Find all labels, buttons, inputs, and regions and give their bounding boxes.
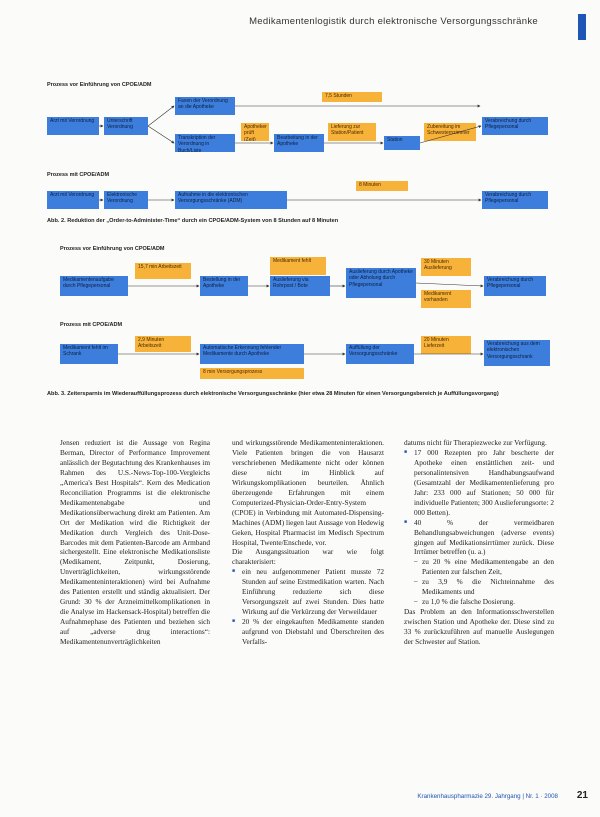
fig2-after-cpoe: Elektronische Verordnung — [104, 191, 148, 209]
fig2-after-adm: Aufnahme in die elektronischen Versorgungsschränke (ADM) — [175, 191, 287, 209]
fig2-box-fax: Faxen der Verordnung an die Apotheke — [175, 97, 235, 115]
fig3-box-time-a: 15,7 min Arbeitszeit — [135, 263, 191, 279]
col2-intro: und wirkungsstörende Medikamenteninteraktionen. Viele Patienten bringen die von Hausarzt verschriebenen Medikamente nicht oder können diese nicht im Hinblick auf Wirkungskomplikationen beurteilen. Ähnlich überzeugende Erfahrungen mit einem Computerized-Physician-Order-Entry-System (CPOE) in Verbindung mit Automated-Dispensing-Machines (ADM) liegen laut Aussage von Hedewig Geken, Hospital Pharmacist im Medisch Spectrum Hospital, Twente/Enschede, vor. — [232, 438, 384, 547]
page-header — [0, 14, 600, 34]
fig2-box-station: Station — [384, 136, 420, 150]
fig2-after-admin: Verabreichung durch Pflegepersonal — [482, 191, 548, 209]
fig3-before-title: Prozess vor Einführung von CPOE/ADM — [60, 246, 165, 252]
fig3-box-missing: Medikament fehlt — [270, 257, 326, 275]
fig2-box-dispense: Bearbeitung in der Apotheke — [274, 134, 324, 152]
col3-end: Das Problem an den Informationsschwerstellen zwischen Station und Apotheke der. Diese sind zu 33 % zurückzuführen auf manuelle Auslegungen der Schwester auf Station. — [404, 607, 554, 647]
fig3-box-sup-a: 30 Minuten Auslieferung — [421, 258, 471, 276]
col3-intro: datums nicht für Therapiezwecke zur Verfügung. — [404, 438, 547, 447]
fig3-box-patient: Medikamentenaufgabe durch Pflegepersonal — [60, 276, 128, 296]
fig3-after-sup-a: 20 Minuten Lieferzeit — [421, 336, 471, 354]
page-number: 21 — [576, 790, 588, 801]
fig2-box-ward-check: Zubereitung im Schwesternzimmer — [424, 123, 476, 141]
fig3-after-time-c: 8 min Versorgungsprozess — [200, 368, 304, 379]
fig2-after-title: Prozess mit CPOE/ADM — [47, 172, 110, 178]
fig2-before-title: Prozess vor Einführung von CPOE/ADM — [47, 82, 152, 88]
body-column-2 — [232, 438, 384, 647]
fig2-box-delivery: Lieferung zur Station/Patient — [328, 123, 376, 141]
fig3-box-delivery: Auslieferung durch Apotheke oder Abholung durch Pflegepersonal — [346, 268, 416, 298]
col2-list-intro: Die Ausgangssituation war wie folgt charakterisiert: — [232, 547, 384, 567]
body-column-3 — [404, 438, 554, 647]
fig3-box-admin: Verabreichung durch Pflegepersonal — [484, 276, 546, 296]
header-accent-bar — [578, 14, 586, 40]
fig2-caption: Abb. 2. Reduktion der „Order-to-Administer-Time“ durch ein CPOE/ADM-System von 8 Stunden auf 8 Minuten — [47, 218, 339, 224]
fig3-after-time-a: 2,9 Minuten Arbeitszeit — [135, 336, 191, 352]
fig3-after-patient: Medikament fehlt im Schrank — [60, 344, 118, 364]
col2-bullet: ■ ein neu aufgenommener Patient musste 72 Stunden auf seine Erstmedikation warten. Nach Einführung reduzierte sich diese Versorgungszeit auf zwei Stunden. Dies hatte Wirkung auf die Verkürzung der Verweildauer — [242, 567, 384, 617]
col3-bullets — [404, 448, 554, 607]
fig2-after-start: Arzt mit Verordnung — [47, 191, 99, 209]
col3-sub-item: – zu 1,0 % die falsche Dosierung. — [422, 597, 554, 607]
fig3-box-order-a: Bestellung in der Apotheke — [200, 276, 248, 296]
fig3-after-refill: Auffüllung der Versorgungsschränke — [346, 344, 414, 364]
col1-paragraph: Jensen reduziert ist die Aussage von Regina Berman, Director of Performance Improvement anlässlich der Begutachtung des Krankenhauses im Rahmen des U.S.-News-Top-100-Vergleichs „America's Best Hospitals“. Kern des Medication Reconciliation Programms ist die elektronische Medikamentenabgabe und Medikationsüberwachung direkt am Patienten. Am Ort der Medikation wird die Richtigkeit der Medikation durch Vergleich des Unit-Dose-Barcodes mit dem Patienten-Barcode am Armband sichergestellt. Eine elektronische Medikationsliste (Medikament, Zeitpunkt, Dosierung, Unverträglichkeiten, wirkungsstörende Medikamenteninteraktionen) wird bei Aufnahme des Patienten erstellt und ständig aktualisiert. Der Grund: 30 % der Arzneimittelkomplikationen in die Analyse im Hackensack-Hospital) betreffen die Aufnahmephase des Patienten und beziehen sich auf „adverse drug interactions“: Medikamentenunverträglichkeiten — [60, 438, 210, 647]
fig3-box-time-b: Medikament vorhanden — [421, 290, 471, 308]
fig3-caption: Abb. 3. Zeitersparnis im Wiederauffüllungsprozess durch elektronische Versorgungsschränke (hier etwa 28 Minuten für einen Versorgungsbereich je Auffüllungsvorgang) — [47, 391, 499, 397]
fig2-box-admin: Verabreichung durch Pflegepersonal — [482, 117, 548, 135]
fig3-box-order-b: Auslieferung via Rohrpost / Bote — [270, 276, 330, 296]
col3-sub-item: – zu 3,9 % die Nichteinnahme des Medikaments und — [422, 577, 554, 597]
col3-bullet: ■ 17 000 Rezepten pro Jahr bescherte der Apotheke einen enstättlichen zeit- und personalintensiven Handhabungsaufwand (Gesamtzahl der Medikamentenlieferung pro Jahr: 233 000 auf Stationen; 50 000 für individuelle Patienten; 300 Auslieferungsorte: 2 000 Betten). — [414, 448, 554, 518]
fig3-after-system: Automatische Erkennung fehlender Medikamente durch Apotheke — [200, 344, 304, 364]
running-title: Medikamentenlogistik durch elektronische Versorgungsschränke — [249, 16, 538, 27]
fig3-after-title: Prozess mit CPOE/ADM — [60, 322, 123, 328]
col3-sub-item: – zu 20 % eine Medikamentengabe an den Patienten zur falschen Zeit, — [422, 557, 554, 577]
journal-info: Krankenhauspharmazie 29. Jahrgang | Nr. 1 · 2008 — [417, 793, 558, 800]
body-column-1 — [60, 438, 210, 647]
page-footer — [0, 787, 600, 807]
fig2-after-time: 8 Minuten — [356, 181, 408, 191]
fig2-box-pharmacy-review: Apotheker prüft (Zeit) — [241, 123, 269, 141]
col2-bullet: ■ 20 % der eingekauften Medikamente standen aufgrund von Diebstahl und Überschreiten des Verfalls- — [242, 617, 384, 647]
fig2-before-time: 7,5 Stunden — [322, 92, 382, 102]
fig2-box-sign: Unterschrift Verordnung — [104, 117, 148, 135]
col2-bullets — [232, 567, 384, 647]
fig2-box-start: Arzt mit Verordnung — [47, 117, 99, 135]
col3-bullet: ■ 40 % der vermeidbaren Behandlungsabweichungen (adverse events) gingen auf Medikationsirrtümer zurück. Diese Irrtümer betreffen (u. a.) — [414, 518, 554, 558]
fig3-after-admin: Verabreichung aus dem elektronischen Versorgungsschrank — [484, 340, 550, 366]
fig2-box-transcribe: Transkription der Verordnung in Buch/Liste — [175, 134, 235, 152]
